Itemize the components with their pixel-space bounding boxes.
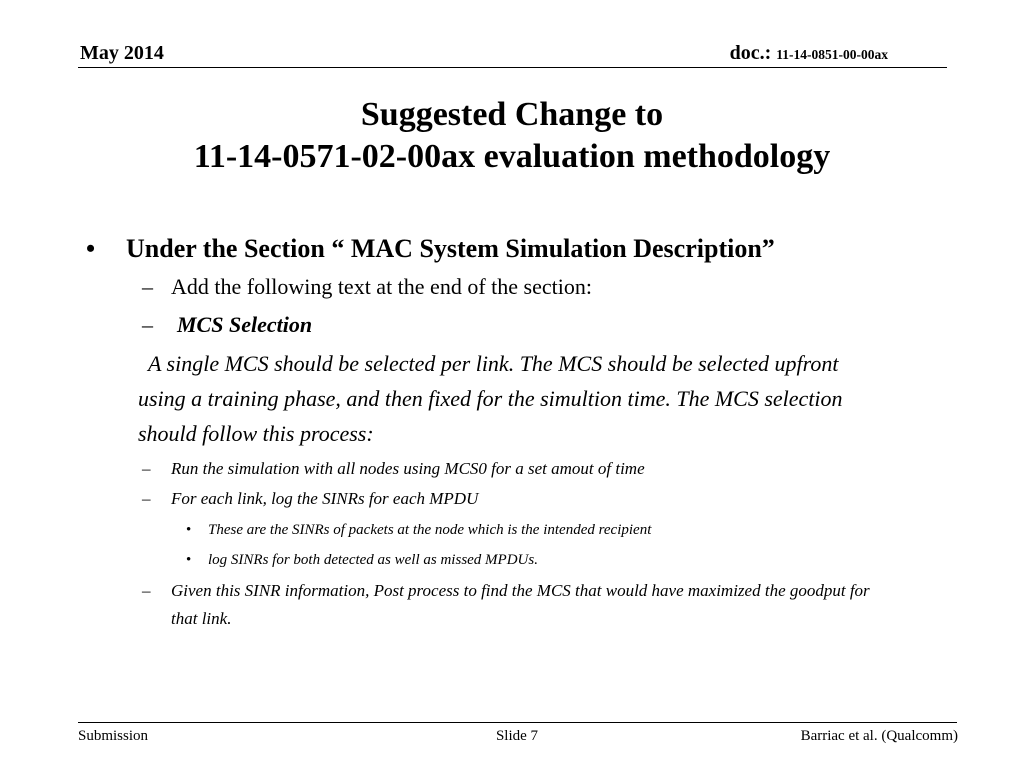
footer-submission: Submission: [78, 728, 149, 744]
step-2-sub-2-text: log SINRs for both detected as well as missed MPDUs.: [208, 552, 538, 568]
header-date: May 2014: [80, 42, 164, 64]
dash-icon: –: [142, 274, 153, 299]
bullet-icon: •: [86, 234, 96, 263]
step-2-sub-1-text: These are the SINRs of packets at the node which is the intended recipient: [208, 522, 652, 538]
step-2-sub-1: [86, 515, 886, 545]
step-2-text: For each link, log the SINRs for each MPDU: [171, 489, 479, 508]
step-1-text: Run the simulation with all nodes using MCS0 for a set amout of time: [171, 459, 645, 478]
dash-icon: –: [142, 581, 151, 600]
slide-title-line2: 11-14-0571-02-00ax evaluation methodology: [193, 138, 831, 175]
step-2-sub-2: [86, 545, 886, 575]
bullet-section-text: Under the Section “ MAC System Simulation Description”: [126, 234, 775, 263]
dash-icon: –: [142, 312, 153, 337]
footer-authors: Barriac et al. (Qualcomm): [800, 728, 958, 744]
bullet-section: [86, 230, 886, 268]
dash-icon: –: [142, 489, 151, 508]
footer-slide-number: Slide 7: [495, 728, 539, 744]
header-rule: [78, 67, 947, 68]
header-doc-label: doc.:: [729, 42, 772, 64]
slide-title-line1: Suggested Change to: [360, 96, 664, 133]
sub-bullet-instruction-text: Add the following text at the end of the section:: [171, 274, 592, 299]
sub-bullet-instruction: [86, 272, 886, 302]
mcs-paragraph: A single MCS should be selected per link. The MCS should be selected upfront using a training phase, and then fixed for the simultion time. The MCS selection should follow this process:: [138, 351, 843, 446]
bullet-icon: •: [186, 552, 192, 568]
step-2: [86, 485, 886, 513]
slide-body: [86, 230, 886, 633]
header-doc-number: 11-14-0851-00-00ax: [776, 47, 888, 62]
slide-title: [0, 94, 1024, 178]
header-doc-id: [730, 42, 888, 65]
dash-icon: –: [142, 459, 151, 478]
step-3: [86, 577, 886, 633]
bullet-icon: •: [186, 522, 192, 538]
mcs-selection-heading: MCS Selection: [177, 312, 313, 337]
footer-rule: [78, 722, 957, 723]
step-3-text: Given this SINR information, Post process to find the MCS that would have maximized the goodput for that link.: [171, 581, 870, 628]
sub-bullet-heading: [86, 310, 886, 340]
step-1: [86, 455, 886, 483]
